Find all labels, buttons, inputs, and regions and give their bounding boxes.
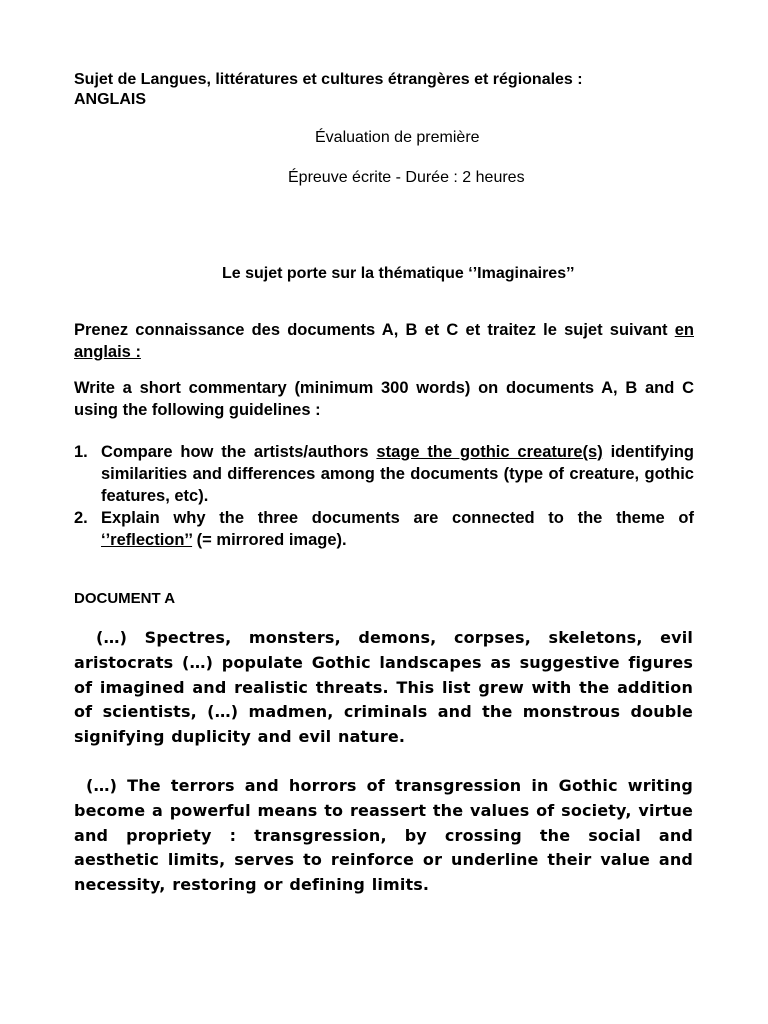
instructions-intro-text: Prenez connaissance des documents A, B et C et traitez le sujet suivant bbox=[74, 321, 675, 339]
guidelines-list bbox=[74, 441, 694, 551]
guideline-text: Compare how the artists/authors bbox=[101, 443, 377, 461]
task-statement: Write a short commentary (minimum 300 words) on documents A, B and C using the following guidelines : bbox=[74, 379, 694, 419]
guideline-text-end: identifying similarities and differences among the documents (type of creature, gothic features, etc). bbox=[101, 443, 695, 505]
exam-duration: Épreuve écrite - Durée : 2 heures bbox=[288, 169, 525, 186]
guideline-number: 1. bbox=[74, 443, 88, 461]
guideline-item bbox=[74, 441, 694, 507]
document-a-paragraph-1: (…) Spectres, monsters, demons, corpses, skeletons, evil aristocrats (…) populate Gothic landscapes as suggestive figures of imagined and realistic threats. This list grew with the addition of scientists, (…) madmen, criminals and the monstrous double signifying duplicity and evil nature. bbox=[74, 628, 693, 747]
guideline-text-end: (= mirrored image). bbox=[192, 531, 347, 549]
instructions-intro bbox=[74, 319, 694, 363]
guideline-text: Explain why the three documents are connected to the theme of bbox=[101, 509, 694, 527]
guideline-item bbox=[74, 507, 694, 551]
instructions-intro-underlined: en anglais : bbox=[74, 321, 694, 361]
theme-line: Le sujet porte sur la thématique ‘’Imaginaires’’ bbox=[222, 265, 575, 282]
guideline-underlined: stage the gothic creature(s) bbox=[376, 443, 603, 461]
subject-title-line2: ANGLAIS bbox=[74, 91, 146, 108]
document-a-paragraph-2: (…) The terrors and horrors of transgression in Gothic writing become a powerful means to reassert the values of society, virtue and propriety : transgression, by crossing the social and aesthetic limits, serves to reinforce or underline their value and necessity, restoring or defining limits. bbox=[74, 776, 693, 895]
evaluation-title: Évaluation de première bbox=[315, 129, 480, 146]
guideline-underlined: ‘’reflection’’ bbox=[101, 531, 193, 549]
document-a-heading: DOCUMENT A bbox=[74, 590, 176, 607]
subject-title-line1: Sujet de Langues, littératures et cultures étrangères et régionales : bbox=[74, 71, 583, 88]
guideline-number: 2. bbox=[74, 509, 88, 527]
